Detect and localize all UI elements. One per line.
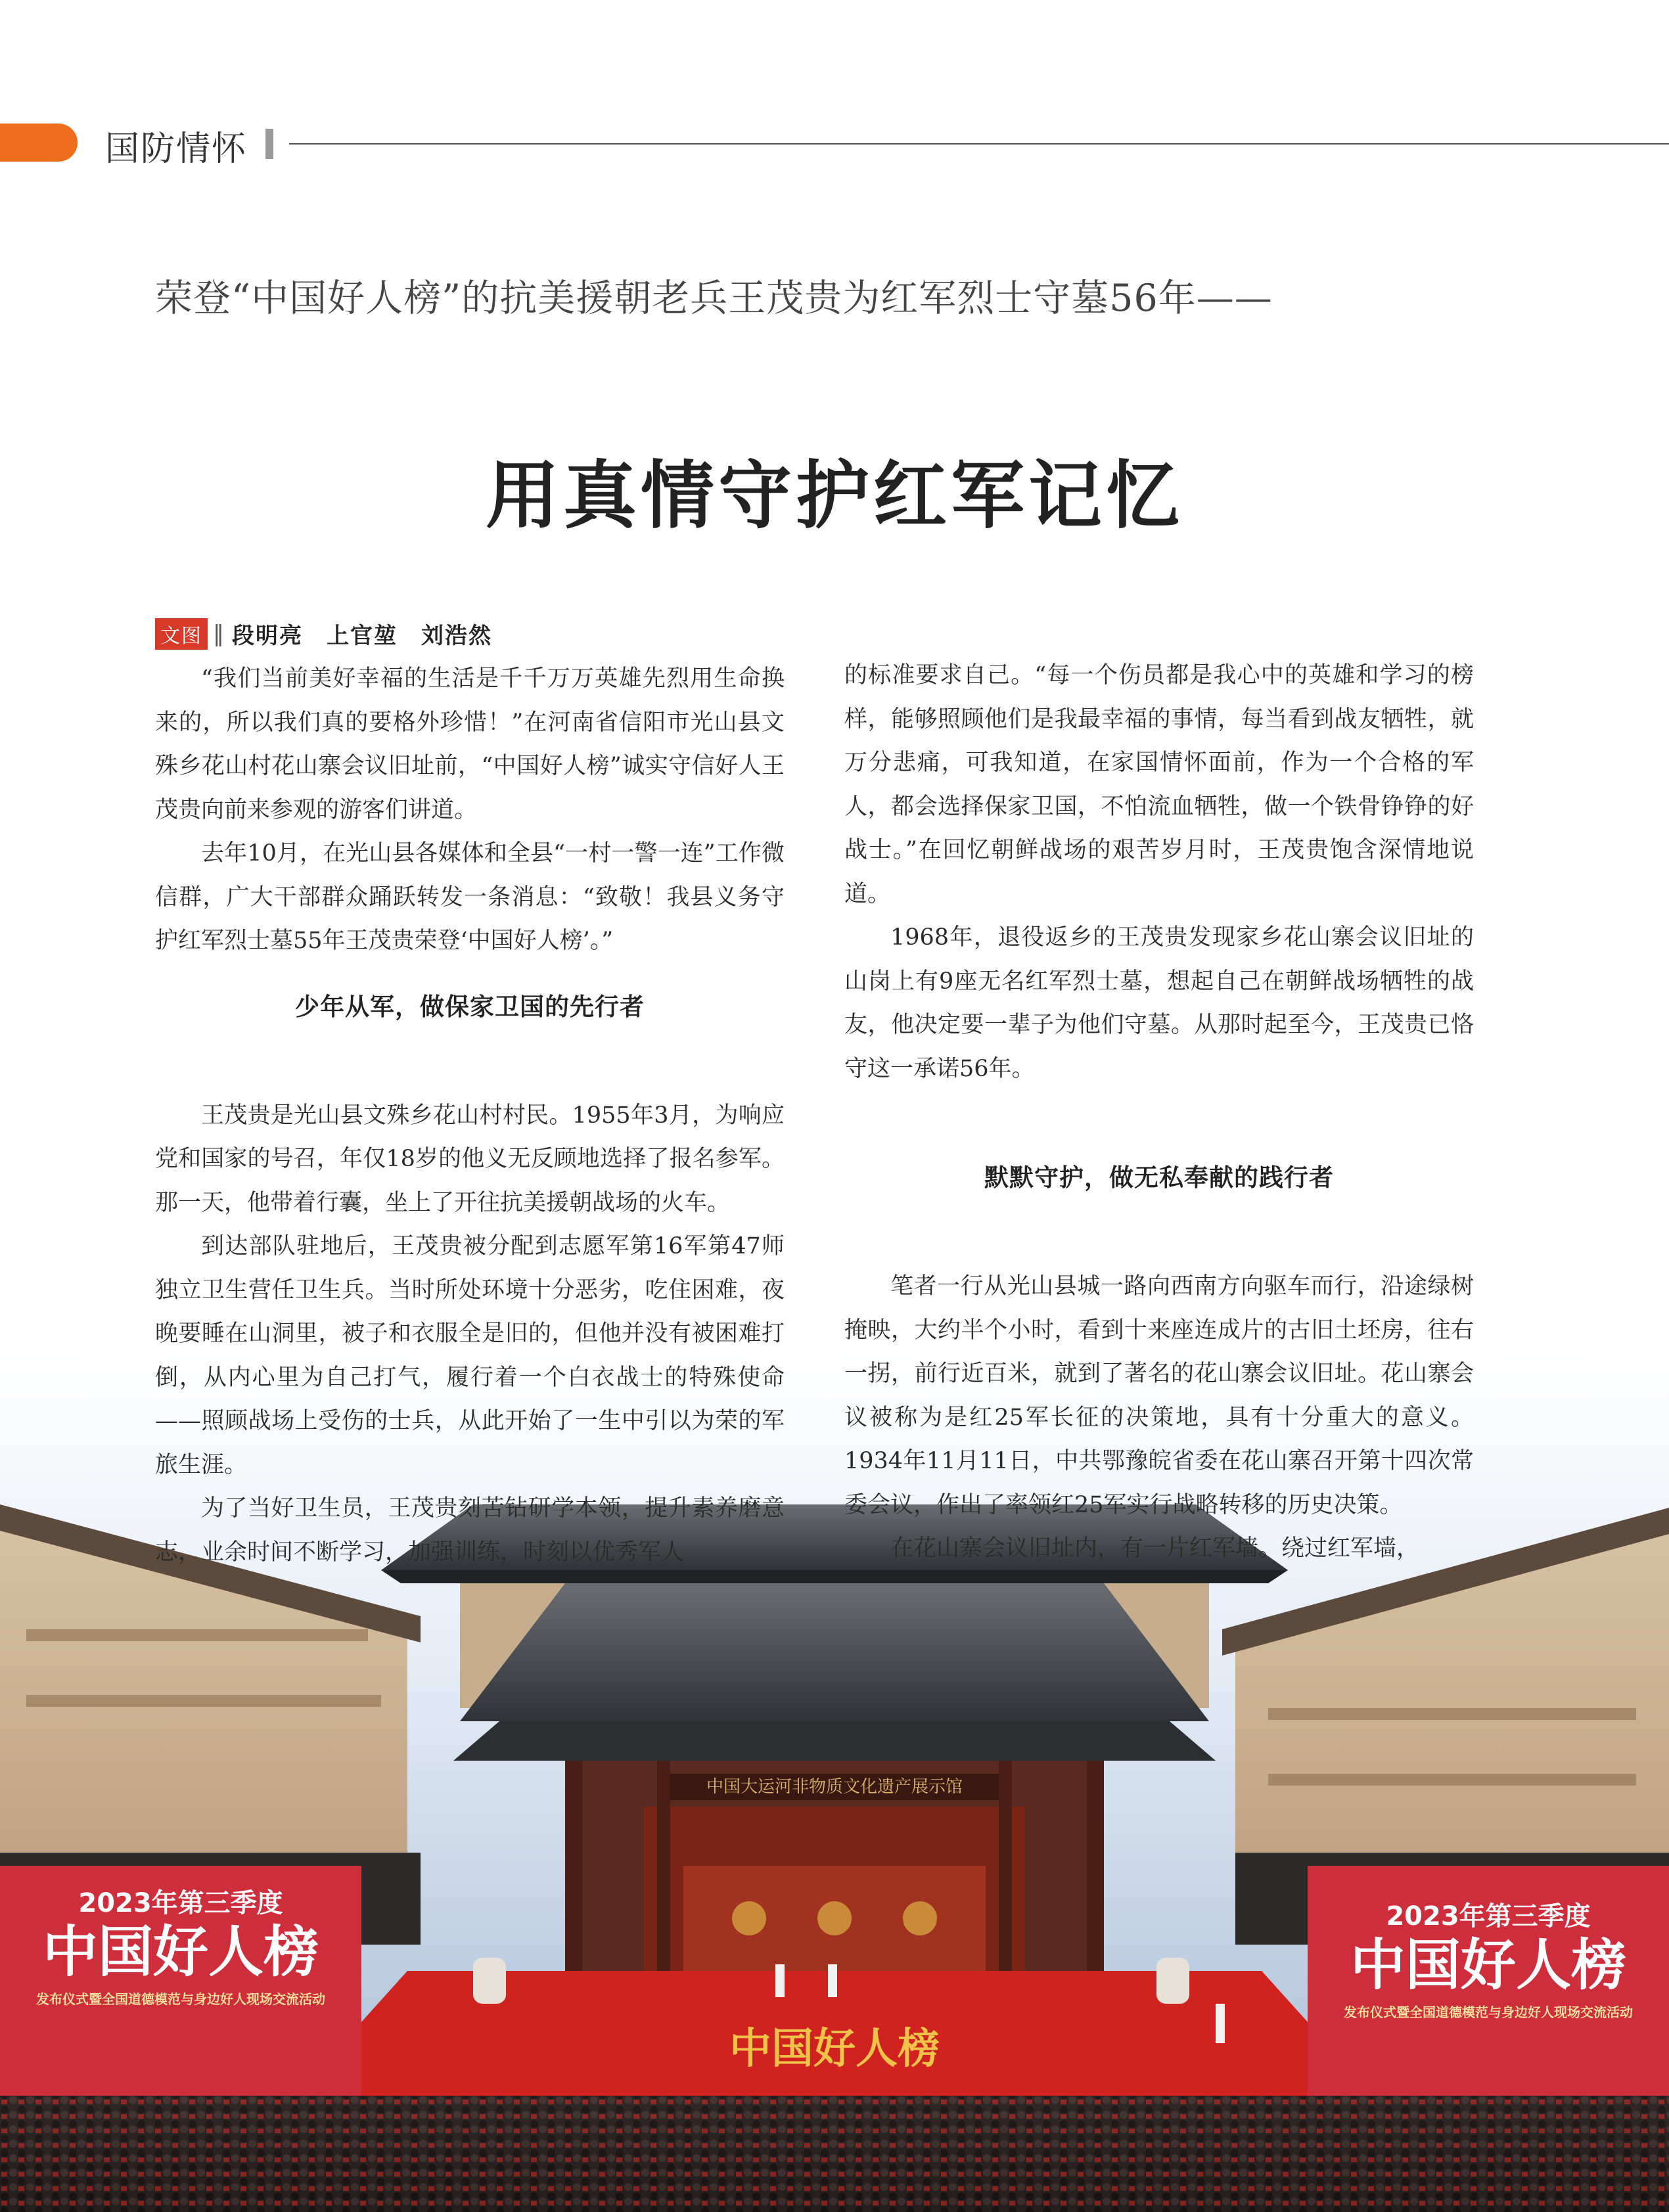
section-label: 国防情怀 <box>105 129 248 169</box>
left-banner-title: 中国好人榜 <box>42 1919 319 1984</box>
section-heading: 少年从军，做保家卫国的先行者 <box>295 992 645 1021</box>
left-banner-year: 2023年第三季度 <box>78 1888 283 1918</box>
header-rule <box>289 143 1669 145</box>
paragraph: 王茂贵是光山县文殊乡花山村村民。1955年3月，为响应党和国家的号召，年仅18岁的他义无反顾地选择了报名参军。那一天，他带着行囊，坐上了开往抗美援朝战场的火车。 <box>155 1102 785 1216</box>
paragraph: 的标准要求自己。“每一个伤员都是我心中的英雄和学习的榜样，能够照顾他们是我最幸福的事情，每当看到战友牺牲，就万分悲痛，可我知道，在家国情怀面前，作为一个合格的军人，都会选择保家卫国，不怕流血牺牲，做一个铁骨铮铮的好战士。”在回忆朝鲜战场的艰苦岁月时，王茂贵饱含深情地说道。 <box>844 662 1474 907</box>
stage-text: 中国好人榜 <box>729 2024 940 2073</box>
byline <box>155 618 492 650</box>
byline-separator: ‖ <box>213 620 224 647</box>
right-banner-sub: 发布仪式暨全国道德模范与身边好人现场交流活动 <box>1344 2004 1633 2020</box>
section-heading: 默默守护，做无私奉献的践行者 <box>984 1163 1334 1192</box>
article-subtitle: 荣登“中国好人榜”的抗美援朝老兵王茂贵为红军烈士守墓56年—— <box>155 277 1273 320</box>
left-column <box>155 657 785 1574</box>
paragraph: 在花山寨会议旧址内，有一片红军墙。绕过红军墙， <box>890 1535 1420 1562</box>
paragraph: 为了当好卫生员，王茂贵刻苦钻研学本领，提升素养磨意志，业余时间不断学习，加强训练，时刻以优秀军人 <box>155 1495 785 1566</box>
paragraph: 去年10月，在光山县各媒体和全县“一村一警一连”工作微信群，广大干部群众踊跃转发一条消息：“致敬！我县义务守护红军烈士墓55年王茂贵荣登‘中国好人榜’。” <box>155 840 785 954</box>
article-title: 用真情守护红军记忆 <box>486 453 1183 539</box>
section-separator-bar <box>265 129 273 159</box>
byline-authors: 段明亮 上官堃 刘浩然 <box>232 623 492 649</box>
right-column <box>844 654 1474 1571</box>
right-banner-year: 2023年第三季度 <box>1386 1901 1591 1931</box>
right-banner-title: 中国好人榜 <box>1350 1932 1627 1997</box>
paragraph: “我们当前美好幸福的生活是千千万万英雄先烈用生命换来的，所以我们真的要格外珍惜！”在河南省信阳市光山县文殊乡花山村花山寨会议旧址前，“中国好人榜”诚实守信好人王茂贵向前来参观的游客们讲道。 <box>155 666 785 823</box>
paragraph: 1968年，退役返乡的王茂贵发现家乡花山寨会议旧址的山岗上有9座无名红军烈士墓，想起自己在朝鲜战场牺牲的战友，他决定要一辈子为他们守墓。从那时起至今，王茂贵已恪守这一承诺56年。 <box>844 924 1474 1082</box>
section-tab-marker <box>0 124 78 162</box>
paragraph: 笔者一行从光山县城一路向西南方向驱车而行，沿途绿树掩映，大约半个小时，看到十来座连成片的古旧土坯房，往右一拐，前行近百米，就到了著名的花山寨会议旧址。花山寨会议被称为是红25军长征的决策地，具有十分重大的意义。1934年11月11日，中共鄂豫皖省委在花山寨召开第十四次常委会议，作出了率领红25军实行战略转移的历史决策。 <box>844 1273 1474 1518</box>
byline-tag: 文图 <box>155 618 208 650</box>
building-sign-text: 中国大运河非物质文化遗产展示馆 <box>706 1777 963 1797</box>
left-banner-sub: 发布仪式暨全国道德模范与身边好人现场交流活动 <box>36 1991 325 2007</box>
paragraph: 到达部队驻地后，王茂贵被分配到志愿军第16军第47师独立卫生营任卫生兵。当时所处环境十分恶劣，吃住困难，夜晚要睡在山洞里，被子和衣服全是旧的，但他并没有被困难打倒，从内心里为自己打气，履行着一个白衣战士的特殊使命——照顾战场上受伤的士兵，从此开始了一生中引以为荣的军旅生涯。 <box>155 1233 785 1478</box>
